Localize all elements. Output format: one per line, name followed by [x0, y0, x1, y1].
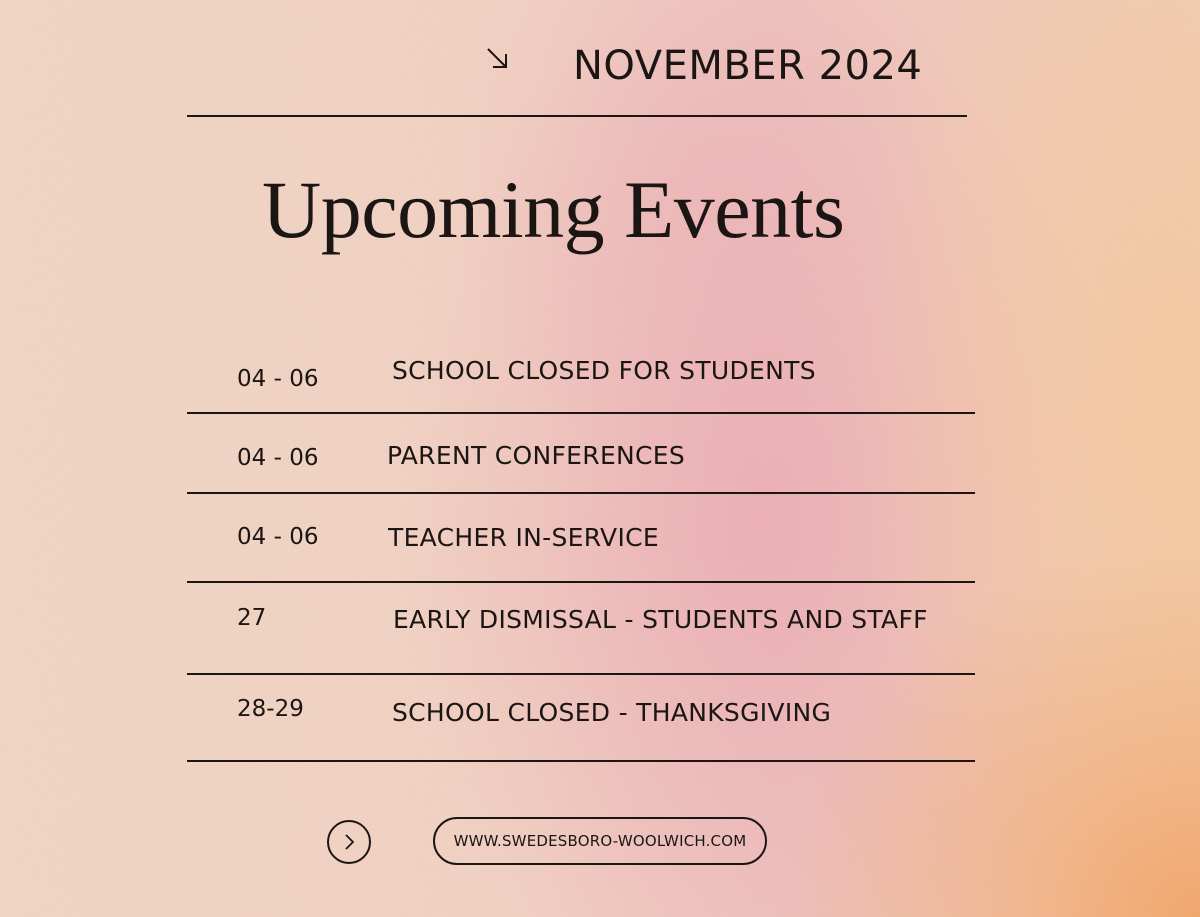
event-date: 04 - 06: [237, 445, 319, 471]
event-date: 28-29: [237, 696, 304, 722]
row-divider: [187, 492, 975, 494]
event-date: 04 - 06: [237, 366, 319, 392]
event-name: PARENT CONFERENCES: [387, 441, 686, 470]
event-name: TEACHER IN-SERVICE: [388, 523, 659, 552]
row-divider: [187, 760, 975, 762]
event-name: SCHOOL CLOSED FOR STUDENTS: [392, 356, 816, 385]
event-date: 27: [237, 605, 267, 631]
website-link[interactable]: WWW.SWEDESBORO-WOOLWICH.COM: [433, 817, 767, 865]
next-button[interactable]: [327, 820, 371, 864]
month-heading: NOVEMBER 2024: [573, 43, 923, 89]
header-divider: [187, 115, 967, 117]
chevron-right-icon: [341, 832, 357, 852]
arrow-down-right-icon: [483, 44, 511, 72]
row-divider: [187, 581, 975, 583]
event-name: SCHOOL CLOSED - THANKSGIVING: [392, 698, 832, 727]
row-divider: [187, 673, 975, 675]
event-date: 04 - 06: [237, 524, 319, 550]
event-name: EARLY DISMISSAL - STUDENTS AND STAFF: [393, 605, 928, 634]
page-title: Upcoming Events: [262, 164, 845, 255]
row-divider: [187, 412, 975, 414]
